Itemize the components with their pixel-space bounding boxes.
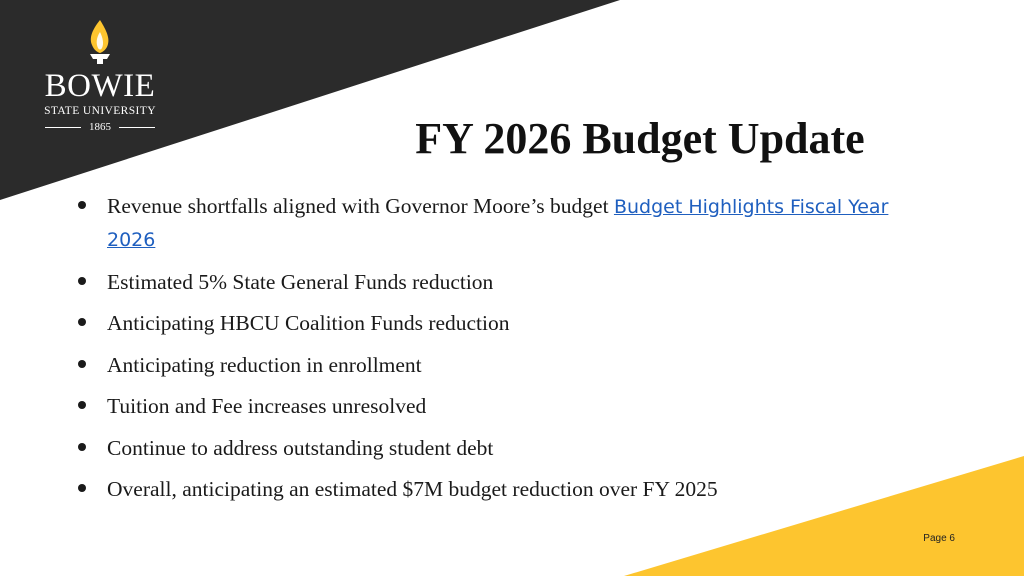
page-number: Page 6 — [923, 533, 955, 544]
bullet-item — [76, 349, 916, 381]
bullet-item — [76, 473, 916, 505]
bullet-text: Revenue shortfalls aligned with Governor Moore’s budget — [107, 194, 614, 218]
bullet-item — [76, 307, 916, 339]
bullet-item — [76, 266, 916, 298]
flame-icon — [83, 18, 117, 66]
bullet-list — [76, 190, 916, 515]
bullet-text: Anticipating HBCU Coalition Funds reduction — [107, 311, 510, 335]
slide-title: FY 2026 Budget Update — [415, 114, 865, 163]
budget-highlights-link[interactable]: Budget Highlights Fiscal Year 2026 — [107, 196, 889, 251]
bullet-text: Overall, anticipating an estimated $7M budget reduction over FY 2025 — [107, 477, 718, 501]
bullet-item — [76, 390, 916, 422]
logo-rule-right — [119, 127, 155, 128]
logo-year: 1865 — [89, 121, 111, 133]
bullet-dot-icon — [78, 401, 86, 409]
university-logo — [28, 18, 172, 133]
logo-wordmark: BOWIE — [44, 68, 156, 104]
bullet-dot-icon — [78, 360, 86, 368]
bullet-item — [76, 190, 916, 256]
bullet-text: Estimated 5% State General Funds reduction — [107, 269, 494, 294]
bullet-text: Anticipating reduction in enrollment — [107, 352, 422, 377]
bullet-dot-icon — [78, 318, 86, 326]
bullet-dot-icon — [78, 201, 86, 209]
bullet-text: Tuition and Fee increases unresolved — [107, 394, 427, 418]
bullet-dot-icon — [78, 443, 86, 451]
logo-subtitle: STATE UNIVERSITY — [44, 105, 156, 117]
bullet-dot-icon — [78, 484, 86, 492]
bullet-dot-icon — [78, 277, 86, 285]
logo-year-row — [28, 121, 172, 133]
bullet-text: Continue to address outstanding student debt — [107, 435, 494, 460]
bullet-item — [76, 432, 916, 464]
logo-rule-left — [45, 127, 81, 128]
